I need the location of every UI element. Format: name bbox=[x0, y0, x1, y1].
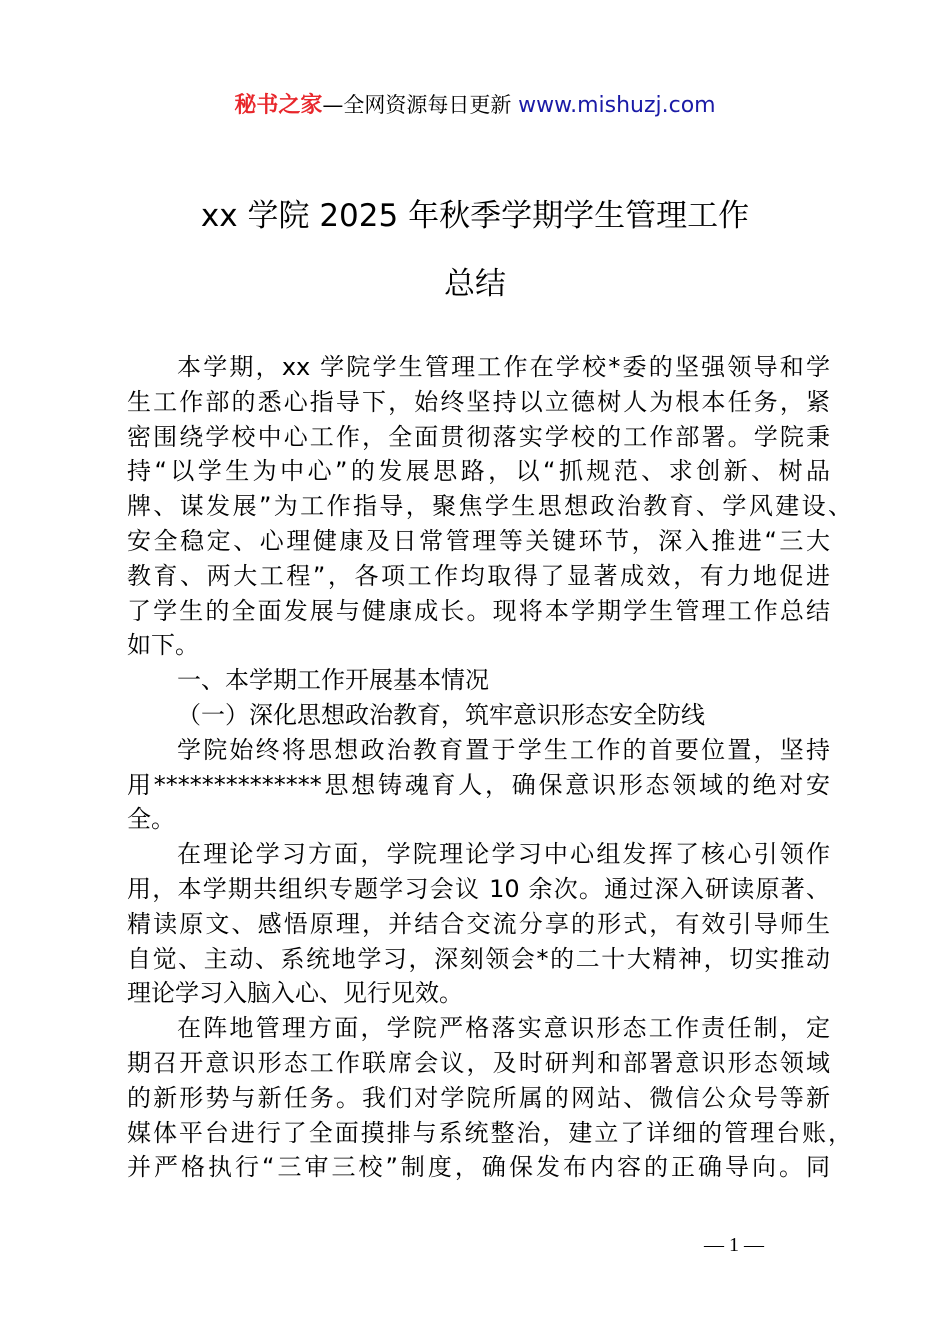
site-header bbox=[0, 88, 950, 119]
body-text-line: 本学期，xx 学院学生管理工作在学校*委的坚强领导和学 bbox=[177, 353, 830, 381]
body-text-line: 安全稳定、心理健康及日常管理等关键环节，深入推进“三大 bbox=[127, 527, 830, 555]
body-text-line: 持“以学生为中心”的发展思路，以“抓规范、求创新、树品 bbox=[127, 457, 830, 486]
body-text-line: 媒体平台进行了全面摸排与系统整治，建立了详细的管理台账， bbox=[127, 1118, 852, 1147]
body-text-line: 自觉、主动、系统地学习，深刻领会*的二十大精神，切实推动 bbox=[127, 944, 830, 973]
body-text-line: 密围绕学校中心工作，全面贯彻落实学校的工作部署。学院秉 bbox=[127, 422, 830, 451]
document-title-line2: 总结 bbox=[444, 266, 506, 302]
body-text-line: 期召开意识形态工作联席会议，及时研判和部署意识形态领域 bbox=[127, 1049, 830, 1077]
brand-name: 秘书之家 bbox=[234, 93, 323, 118]
body-text-line: 教育、两大工程”，各项工作均取得了显著成效，有力地促进 bbox=[127, 561, 830, 590]
body-text-line: 理论学习入脑入心、见行见效。 bbox=[127, 979, 463, 1008]
body-text-line: 牌、谋发展”为工作指导，聚焦学生思想政治教育、学风建设、 bbox=[127, 492, 852, 521]
body-text-line: 精读原文、感悟原理，并结合交流分享的形式，有效引导师生 bbox=[127, 909, 830, 938]
tagline: —全网资源每日更新 bbox=[322, 93, 519, 117]
body-text-line: 在理论学习方面，学院理论学习中心组发挥了核心引领作 bbox=[177, 840, 830, 869]
body-text-line: 并严格执行“三审三校”制度，确保发布内容的正确导向。同 bbox=[127, 1153, 830, 1182]
page-number: — 1 — bbox=[704, 1234, 764, 1256]
body-text-line: 学院始终将思想政治教育置于学生工作的首要位置，坚持 bbox=[177, 735, 830, 764]
body-text-line: 用，本学期共组织专题学习会议 10 余次。通过深入研读原著、 bbox=[127, 875, 830, 903]
site-url-link[interactable]: www.mishuzj.com bbox=[518, 93, 716, 118]
body-text-line: 一、本学期工作开展基本情况 bbox=[177, 666, 489, 695]
body-text-line: 生工作部的悉心指导下，始终坚持以立德树人为根本任务，紧 bbox=[127, 387, 830, 416]
body-text-line: 的新形势与新任务。我们对学院所属的网站、微信公众号等新 bbox=[127, 1083, 830, 1112]
body-text-line: （一）深化思想政治教育，筑牢意识形态安全防线 bbox=[177, 701, 705, 729]
body-text-line: 全。 bbox=[127, 805, 175, 834]
document-title-line1: xx 学院 2025 年秋季学期学生管理工作 bbox=[200, 198, 750, 234]
body-text-line: 如下。 bbox=[127, 631, 199, 660]
body-text-line: 在阵地管理方面，学院严格落实意识形态工作责任制，定 bbox=[177, 1014, 830, 1043]
body-text-line: 用**************思想铸魂育人，确保意识形态领域的绝对安 bbox=[127, 770, 830, 799]
body-text-line: 了学生的全面发展与健康成长。现将本学期学生管理工作总结 bbox=[127, 596, 830, 625]
